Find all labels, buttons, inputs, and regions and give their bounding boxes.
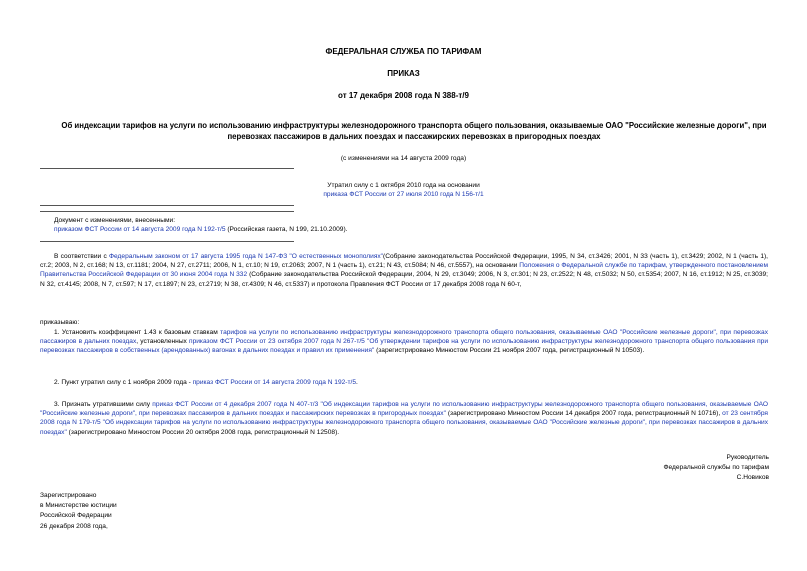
order-407-link[interactable]: приказ ФСТ России от 4 декабря 2007 года N 407-т/3 "Об индексации тарифов на услуги по использованию инфраструктуры железнодорожного транспорта общего пользования, оказываемые ОАО "Российские железные дороги", при перевозках пассажиров в дальних поездах и пассажирских перевозках в пригородных поездах" [40, 401, 768, 418]
divider [40, 241, 294, 242]
preamble-text: В соответствии с [54, 253, 110, 260]
clause-text: , установленных [136, 338, 190, 346]
changes-note [54, 216, 754, 234]
agency-name: ФЕДЕРАЛЬНАЯ СЛУЖБА ПО ТАРИФАМ [325, 47, 482, 56]
clause-text: 3. Признать утратившими силу [54, 401, 153, 408]
clause-3 [40, 400, 768, 437]
expiry-line: Утратил силу с 1 октября 2010 года на основании [327, 182, 480, 189]
order-192-link[interactable]: приказ ФСТ России от 14 августа 2009 года N 192-т/5 [192, 379, 357, 386]
registration-line: 26 декабря 2008 года, [40, 522, 108, 530]
signature-block [664, 453, 770, 484]
clause-text: (зарегистрировано Минюстом России 21 ноября 2007 года, регистрационный N 10503). [374, 347, 645, 355]
changes-source: (Российская газета, N 199, 21.10.2009). [225, 226, 348, 234]
document-type: ПРИКАЗ [387, 69, 420, 78]
clause-text: . [356, 379, 358, 386]
clause-1 [40, 328, 768, 356]
clause-2 [40, 378, 768, 387]
amended-note: (с изменениями на 14 августа 2009 года) [340, 155, 467, 162]
document-date-number: от 17 декабря 2008 года N 388-т/9 [338, 91, 469, 100]
order-267-link[interactable]: приказом ФСТ России от 23 октября 2007 года N 267-т/5 "Об утверждении тарифов на услуги по использованию инфраструктуры железнодорожного транспорта общего пользования при перевозках пассажиров в собственных (арендованных) вагонах в дальних поездах и правил их применения" [40, 338, 769, 355]
divider [40, 168, 294, 169]
fst-regulation-link[interactable]: Положения о Федеральной службе по тарифам, утвержденного постановлением Правительства Российской Федерации от 30 июня 2004 года N 332 [40, 262, 769, 279]
registration-line: Российской Федерации [40, 512, 112, 520]
preamble-text: (Собрание законодательства Российской Федерации, 1995, N 34, ст.3426; 2001, N 33 (часть 1), ст.3429; 2002, N 1 (часть 1), ст.2; 2003, N 2, ст.168; N 13, ст.1181; 2004, N 27, ст.2711; 2006, N 1, ст.10; N 19, ст.2063; 2007, N 1 (часть 1), ст.21; N 43, ст.5084; N 46, ст.5557), на основании [40, 253, 769, 270]
preamble-paragraph [40, 252, 768, 289]
signature-title: Руководитель [726, 454, 769, 461]
document-title: Об индексации тарифов на услуги по использованию инфраструктуры железнодорожного транспорта общего пользования, оказываемые ОАО "Российские железные дороги", при перевозках пассажиров в дальних поездах и пассажирских перевозках в пригородных поездах [61, 121, 767, 141]
tariffs-link[interactable]: тарифов на услуги по использованию инфраструктуры железнодорожного транспорта общего пользования, оказываемые ОАО "Российские железные дороги", при перевозках пассажиров в дальних поездах [40, 329, 768, 346]
divider [40, 205, 294, 206]
expiry-link[interactable]: приказа ФСТ России от 27 июля 2010 года N 156-т/1 [323, 191, 484, 199]
clause-text: 1. Установить коэффициент 1.43 к базовым ставкам [54, 329, 221, 336]
preamble-text: (Собрание законодательства Российской Федерации, 2004, N 29, ст.3049; 2006, N 3, ст.301; N 23, ст.2522; N 48, ст.5032; N 50, ст.5354; 2007, N 16, ст.1912; N 25, ст.3039; N 32, ст.4145; 2008, N 7, ст.597; N 17, ст.1897; N 23, ст.2719; N 38, ст.4309; N 46, ст.5337) и протокола Правления ФСТ России от 17 декабря 2008 года N 60-т, [40, 271, 769, 288]
signature-agency: Федеральной службы по тарифам [663, 464, 769, 472]
registration-block [40, 491, 117, 532]
registration-line: в Министерстве юстиции [40, 502, 117, 510]
order-179-link[interactable]: от 23 сентября 2008 года N 179-т/5 "Об индексации тарифов на услуги по использованию инфраструктуры железнодорожного транспорта общего пользования, оказываемые ОАО "Российские железные дороги", при перевозках пассажиров в дальних поездах" [40, 410, 768, 436]
clause-text: (зарегистрировано Минюстом России 14 декабря 2007 года, регистрационный N 10716), [445, 410, 723, 418]
order-word: приказываю: [40, 319, 80, 326]
clause-text: 2. Пункт утратил силу с 1 ноября 2009 года - [54, 379, 193, 386]
clause-text: (зарегистрировано Минюстом России 20 октября 2008 года, регистрационный N 12508). [66, 428, 340, 436]
expiry-note [0, 181, 807, 199]
federal-law-link[interactable]: Федеральным законом от 17 августа 1995 года N 147-ФЗ "О естественных монополиях" [109, 253, 384, 260]
changes-link[interactable]: приказом ФСТ России от 14 августа 2009 года N 192-т/5 [54, 226, 226, 234]
changes-label: Документ с изменениями, внесенными: [54, 217, 176, 224]
divider [40, 211, 294, 212]
signature-name: С.Новиков [736, 474, 769, 482]
registration-line: Зарегистрировано [40, 492, 97, 499]
